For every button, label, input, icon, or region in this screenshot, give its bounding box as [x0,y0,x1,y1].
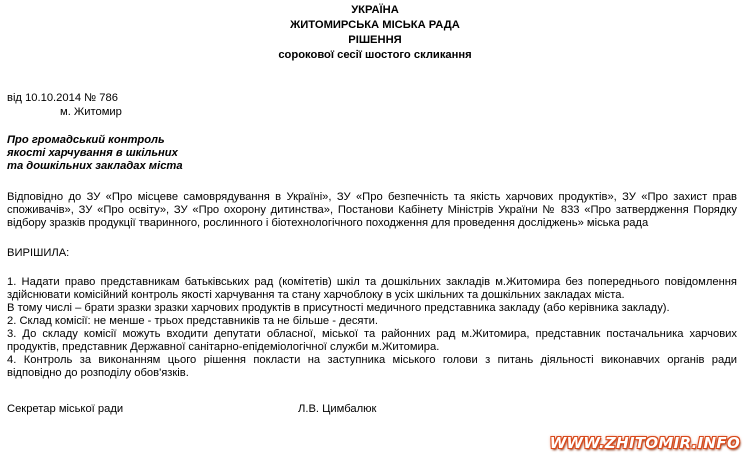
document-title [7,134,183,173]
signature-name: Л.В. Цимбалюк [298,403,377,415]
item-line: здійснювати комісійний контроль якості харчування та стану харчоблоку в усіх шкільних та дошкільних закладах міста. [7,289,625,301]
site-watermark: WWW.ZHITOMIR.INFO [549,434,740,452]
header-session: сорокової сесії шостого скликання [278,49,472,61]
item-line: 4. Контроль за виконанням цього рішення покласти на заступника міського голови з питань діяльності виконавчих органів ради [7,354,737,366]
preamble-line: відбору зразків продукції тваринного, рослинного і біотехнологічного походження для проведення досліджень» міська рада [7,217,649,229]
item-line: 2. Склад комісії: не менше - трьох представників та не більше - десяти. [7,315,378,327]
preamble-line: споживачів», ЗУ «Про освіту», ЗУ «Про охорону дитинства», Постанови Кабінету Міністрів України № 833 «Про затвердження Порядку [7,204,737,216]
document-city: м. Житомир [60,106,122,118]
item-line: 1. Надати право представникам батьківських рад (комітетів) шкіл та дошкільних закладів м.Житомира без попереднього повідомлення [7,276,737,288]
header-council: ЖИТОМИРСЬКА МІСЬКА РАДА [290,19,460,31]
preamble [7,191,737,230]
item-line: В тому числі – брати зразки зразки харчових продуктів в присутності медичного представника закладу (або керівника закладу). [7,302,670,314]
title-line: якості харчування в шкільних [7,147,178,159]
title-line: та дошкільних закладах міста [7,160,183,172]
signature-position: Секретар міської ради [7,403,124,415]
item-line: продуктів, представник Державної санітарно-епідеміологічної служби м.Житомира. [7,341,440,353]
title-line: Про громадський контроль [7,134,165,146]
document-date-number: від 10.10.2014 № 786 [7,92,118,104]
preamble-line: Відповідно до ЗУ «Про місцеве самоврядування в Україні», ЗУ «Про безпечність та якість харчових продуктів», ЗУ «Про захист прав [7,191,737,203]
header-decision: РІШЕННЯ [348,34,402,46]
item-line: відповідно до розподілу обов'язків. [7,367,189,379]
header-country: УКРАЇНА [351,4,399,16]
item-line: 3. До складу комісії можуть входити депутати обласної, міської та районних рад м.Житомира, представник постачальника харчових [7,328,737,340]
resolved-heading: ВИРІШИЛА: [7,247,70,259]
decision-items [7,276,737,380]
